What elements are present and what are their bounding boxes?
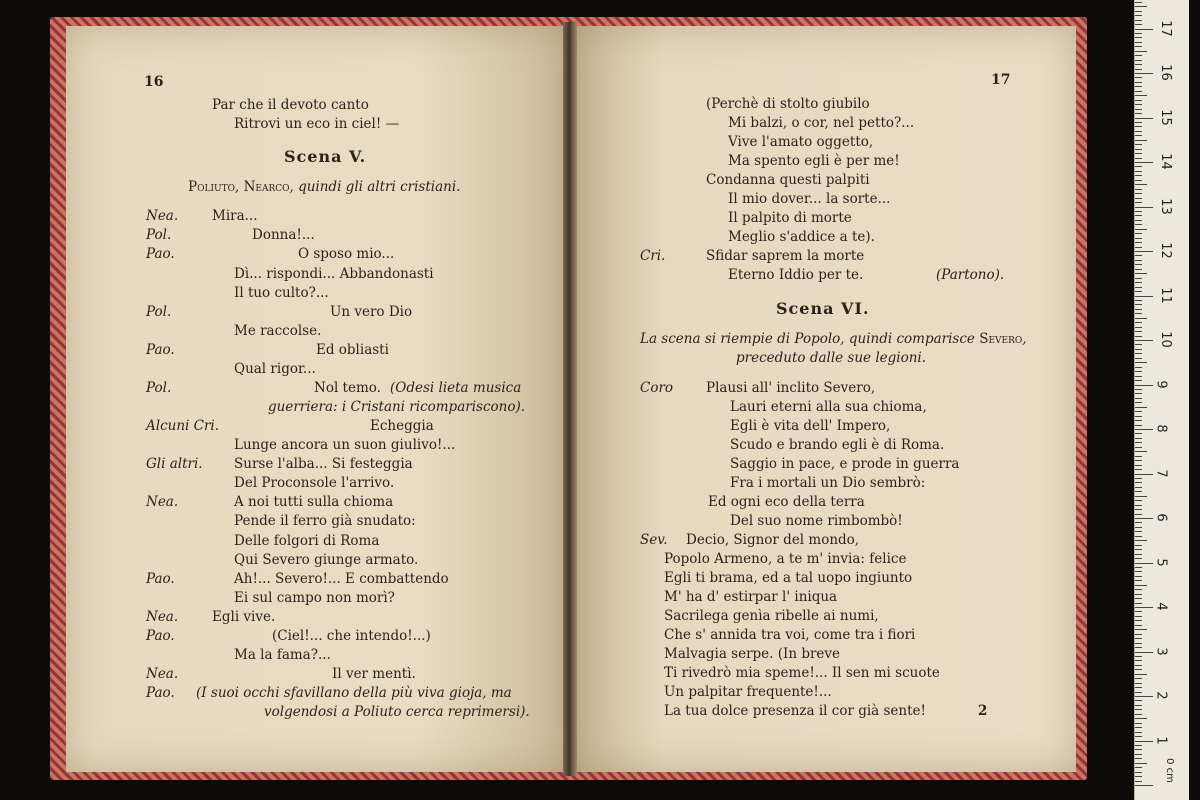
ruler-tick — [1135, 144, 1142, 145]
measuring-ruler — [1134, 0, 1189, 800]
ruler-tick — [1135, 224, 1142, 225]
ruler-tick — [1135, 287, 1142, 288]
ruler-tick — [1135, 616, 1142, 617]
ruler-tick — [1135, 149, 1142, 150]
ruler-tick — [1135, 238, 1142, 239]
desc-severo: Severo — [979, 331, 1023, 347]
ruler-tick — [1135, 118, 1153, 119]
ruler-tick — [1135, 700, 1142, 701]
ruler-tick — [1135, 549, 1142, 550]
ruler-tick — [1135, 269, 1142, 270]
ruler-number: 13 — [1157, 197, 1173, 215]
ruler-tick — [1135, 527, 1142, 528]
ruler-tick — [1135, 202, 1142, 203]
ruler-tick — [1135, 536, 1142, 537]
ruler-tick — [1135, 723, 1142, 724]
verse-line: A noi tutti sulla chioma — [234, 494, 394, 510]
ruler-tick — [1135, 318, 1147, 319]
ruler-tick — [1135, 109, 1142, 110]
ruler-tick — [1135, 336, 1142, 337]
ruler-tick — [1135, 736, 1142, 737]
verse-line: Donna!... — [252, 227, 315, 243]
ruler-tick — [1135, 478, 1142, 479]
ruler-tick — [1135, 491, 1142, 492]
opening-line-1: Par che il devoto canto — [212, 97, 369, 113]
ruler-tick — [1135, 393, 1142, 394]
verse-line: Il palpito di morte — [728, 210, 852, 226]
ruler-number: 2 — [1153, 691, 1169, 700]
verse-line: Il mio dover... la sorte... — [728, 191, 891, 207]
verse-line: Che s' annida tra voi, come tra i fiori — [664, 627, 916, 643]
verse-line: Dì... rispondi... Abbandonasti — [234, 266, 434, 282]
ruler-number: 9 — [1153, 379, 1169, 389]
ruler-unit: 0 cm — [1163, 758, 1175, 783]
speaker: Nea. — [146, 494, 179, 510]
scene-vi-description-2: preceduto dalle sue legioni. — [736, 350, 927, 366]
ruler-tick — [1135, 567, 1142, 568]
ruler-tick — [1135, 411, 1142, 412]
verse-line: Mi balzi, o cor, nel petto?... — [728, 115, 915, 131]
ruler-tick — [1135, 785, 1153, 786]
ruler-number: 3 — [1153, 646, 1169, 656]
ruler-tick — [1135, 353, 1142, 354]
ruler-tick — [1135, 487, 1142, 488]
ruler-tick — [1135, 180, 1142, 181]
ruler-tick — [1135, 505, 1142, 506]
ruler-tick — [1135, 678, 1142, 679]
ruler-tick — [1135, 425, 1142, 426]
ruler-tick — [1135, 660, 1142, 661]
ruler-number: 15 — [1157, 108, 1173, 126]
verse-line: Ed obliasti — [316, 342, 389, 358]
ruler-tick — [1135, 683, 1142, 684]
speaker: Pol. — [146, 380, 172, 396]
verse-line: Il tuo culto?... — [234, 285, 329, 301]
ruler-tick — [1135, 451, 1147, 452]
ruler-tick — [1135, 278, 1142, 279]
verse-line: Plausi all' inclito Severo, — [706, 380, 876, 396]
ruler-tick — [1135, 260, 1142, 261]
verse-line: Lauri eterni alla sua chioma, — [730, 399, 927, 415]
ruler-tick — [1135, 469, 1142, 470]
verse-line: Egli è vita dell' Impero, — [730, 418, 891, 434]
verse-line: Fra i mortali un Dio sembrò: — [730, 475, 926, 491]
speaker: Nea. — [146, 609, 179, 625]
ruler-tick — [1135, 776, 1142, 777]
ruler-tick — [1135, 100, 1142, 101]
ruler-tick — [1135, 37, 1142, 38]
ruler-tick — [1135, 264, 1142, 265]
ruler-tick — [1135, 620, 1142, 621]
ruler-number: 14 — [1157, 153, 1173, 170]
scene-vi-description — [640, 331, 1027, 347]
verse-line: Echeggia — [370, 418, 434, 434]
ruler-tick — [1135, 741, 1153, 742]
ruler-tick — [1135, 416, 1142, 417]
ruler-tick — [1135, 349, 1142, 350]
verse-line: (Perchè di stolto giubilo — [706, 96, 870, 112]
ruler-tick — [1135, 113, 1142, 114]
ruler-tick — [1135, 291, 1142, 292]
ruler-tick — [1135, 327, 1142, 328]
ruler-tick — [1135, 162, 1153, 163]
ruler-tick — [1135, 233, 1142, 234]
ruler-tick — [1135, 656, 1142, 657]
ruler-tick — [1135, 407, 1147, 408]
ruler-tick — [1135, 171, 1142, 172]
verse-line: Nol temo. — [314, 380, 381, 396]
ruler-tick — [1135, 652, 1153, 653]
ruler-tick — [1135, 545, 1142, 546]
cast-others: , quindi gli altri cristiani. — [289, 179, 461, 195]
verse-line: Popolo Armeno, a te m' invia: felice — [664, 551, 907, 567]
ruler-tick — [1135, 175, 1142, 176]
signature-mark: 2 — [978, 703, 988, 719]
ruler-number: 4 — [1153, 602, 1169, 611]
scene-vi-title: Scena VI. — [776, 299, 870, 318]
ruler-tick — [1135, 482, 1142, 483]
ruler-tick — [1135, 371, 1142, 372]
scene-v-title: Scena V. — [284, 147, 367, 166]
ruler-number: 1 — [1153, 735, 1169, 745]
verse-line: Sacrilega genìa ribelle ai numi, — [664, 608, 879, 624]
ruler-tick — [1135, 385, 1153, 386]
ruler-number: 5 — [1153, 557, 1169, 567]
ruler-tick — [1135, 51, 1147, 52]
ruler-tick — [1135, 402, 1142, 403]
ruler-tick — [1135, 69, 1142, 70]
ruler-tick — [1135, 60, 1142, 61]
ruler-number: 16 — [1157, 64, 1173, 81]
ruler-tick — [1135, 300, 1142, 301]
ruler-tick — [1135, 309, 1142, 310]
ruler-tick — [1135, 571, 1142, 572]
ruler-tick — [1135, 611, 1142, 612]
speaker: Pol. — [146, 227, 172, 243]
ruler-tick — [1135, 282, 1142, 283]
left-page-number: 16 — [144, 74, 164, 90]
ruler-tick — [1135, 500, 1142, 501]
verse-line: Pende il ferro già snudato: — [234, 513, 416, 529]
ruler-tick — [1135, 767, 1142, 768]
ruler-tick — [1135, 429, 1153, 430]
ruler-tick — [1135, 647, 1142, 648]
ruler-tick — [1135, 576, 1142, 577]
verse-line: Ah!... Severo!... E combattendo — [234, 571, 449, 587]
verse-line: Il ver mentì. — [332, 666, 416, 682]
ruler-tick — [1135, 380, 1142, 381]
ruler-tick — [1135, 11, 1142, 12]
verse-line: Surse l'alba... Si festeggia — [234, 456, 413, 472]
verse-line: Meglio s'addice a te). — [728, 229, 875, 245]
ruler-tick — [1135, 554, 1142, 555]
ruler-tick — [1135, 73, 1153, 74]
ruler-tick — [1135, 772, 1142, 773]
verse-line: Ei sul campo non morì? — [234, 590, 395, 606]
ruler-number: 11 — [1157, 286, 1173, 304]
speaker: Nea. — [146, 666, 179, 682]
verse-line: Sfidar saprem la morte — [706, 248, 865, 264]
ruler-tick — [1135, 82, 1142, 83]
ruler-tick — [1135, 589, 1142, 590]
ruler-tick — [1135, 603, 1142, 604]
speaker: Cri. — [640, 248, 666, 264]
ruler-tick — [1135, 376, 1142, 377]
ruler-tick — [1135, 91, 1142, 92]
ruler-tick — [1135, 158, 1142, 159]
ruler-tick — [1135, 64, 1142, 65]
ruler-tick — [1135, 514, 1142, 515]
ruler-number: 8 — [1153, 424, 1169, 433]
ruler-tick — [1135, 251, 1153, 252]
ruler-tick — [1135, 638, 1142, 639]
ruler-tick — [1135, 705, 1142, 706]
verse-line: Del Proconsole l'arrivo. — [234, 475, 395, 491]
ruler-tick — [1135, 643, 1142, 644]
ruler-tick — [1135, 732, 1142, 733]
ruler-tick — [1135, 313, 1142, 314]
ruler-tick — [1135, 674, 1147, 675]
verse-line: Saggio in pace, e prode in guerra — [730, 456, 960, 472]
verse-line: M' ha d' estirpar l' iniqua — [664, 589, 838, 605]
book-gutter — [563, 22, 577, 776]
ruler-tick — [1135, 358, 1142, 359]
verse-line: Qui Severo giunge armato. — [234, 552, 419, 568]
ruler-tick — [1135, 42, 1142, 43]
verse-line: (Ciel!... che intendo!...) — [272, 628, 431, 644]
ruler-tick — [1135, 296, 1153, 297]
speaker: Pao. — [146, 342, 175, 358]
ruler-tick — [1135, 692, 1142, 693]
ruler-tick — [1135, 438, 1142, 439]
cast-poliuto: Poliuto — [188, 179, 235, 195]
verse-line: Eterno Iddio per te. — [728, 267, 864, 283]
desc-part: La scena si riempie di Popolo, quindi comparisce — [640, 331, 975, 347]
ruler-tick — [1135, 420, 1142, 421]
speaker: Alcuni Cri. — [146, 418, 220, 434]
speaker: Pao. — [146, 628, 175, 644]
speaker: Coro — [640, 380, 674, 396]
ruler-tick — [1135, 46, 1142, 47]
scene-v-cast — [188, 179, 460, 195]
ruler-tick — [1135, 456, 1142, 457]
ruler-tick — [1135, 687, 1142, 688]
verse-line: Ma spento egli è per me! — [728, 153, 900, 169]
speaker: Sev. — [640, 532, 668, 548]
ruler-number: 10 — [1157, 331, 1173, 348]
ruler-tick — [1135, 758, 1142, 759]
ruler-number: 17 — [1157, 19, 1173, 37]
speaker: Pao. — [146, 685, 175, 701]
right-page-number: 17 — [991, 72, 1011, 88]
ruler-tick — [1135, 398, 1142, 399]
ruler-tick — [1135, 55, 1142, 56]
ruler-tick — [1135, 460, 1142, 461]
verse-line: Decio, Signor del mondo, — [686, 532, 860, 548]
ruler-tick — [1135, 153, 1142, 154]
ruler-tick — [1135, 540, 1147, 541]
ruler-tick — [1135, 598, 1142, 599]
verse-line: Ti rivedrò mia speme!... Il sen mi scuote — [664, 665, 940, 681]
ruler-tick — [1135, 465, 1142, 466]
verse-line: Condanna questi palpiti — [706, 172, 870, 188]
ruler-tick — [1135, 184, 1147, 185]
verse-line: Mira... — [212, 208, 258, 224]
ruler-tick — [1135, 166, 1142, 167]
ruler-tick — [1135, 714, 1142, 715]
ruler-tick — [1135, 126, 1142, 127]
ruler-number: 6 — [1153, 513, 1169, 522]
verse-line: Un vero Dio — [330, 304, 413, 320]
ruler-tick — [1135, 522, 1142, 523]
ruler-tick — [1135, 362, 1147, 363]
ruler-tick — [1135, 665, 1142, 666]
ruler-tick — [1135, 754, 1142, 755]
ruler-tick — [1135, 629, 1147, 630]
verse-line: Del suo nome rimbombò! — [730, 513, 903, 529]
verse-line: Me raccolse. — [234, 323, 322, 339]
ruler-tick — [1135, 304, 1142, 305]
verse-line: Lunge ancora un suon giulivo!... — [234, 437, 456, 453]
ruler-tick — [1135, 15, 1142, 16]
ruler-tick — [1135, 447, 1142, 448]
speaker: Pao. — [146, 571, 175, 587]
verse-line: Malvagia serpe. (In breve — [664, 646, 841, 662]
verse-line: Vive l'amato oggetto, — [728, 134, 874, 150]
ruler-tick — [1135, 433, 1142, 434]
ruler-tick — [1135, 77, 1142, 78]
verse-line: Un palpitar frequente!... — [664, 684, 832, 700]
cast-nearco: Nearco — [243, 179, 290, 195]
ruler-tick — [1135, 255, 1142, 256]
ruler-tick — [1135, 33, 1142, 34]
verse-line: Ed ogni eco della terra — [708, 494, 865, 510]
ruler-tick — [1135, 215, 1142, 216]
ruler-tick — [1135, 189, 1142, 190]
verse-line: La tua dolce presenza il cor già sente! — [664, 703, 926, 719]
ruler-tick — [1135, 669, 1142, 670]
ruler-tick — [1135, 709, 1142, 710]
ruler-tick — [1135, 509, 1142, 510]
stage-direction: guerriera: i Cristani ricompariscono). — [268, 399, 526, 415]
ruler-tick — [1135, 104, 1142, 105]
speaker: Pol. — [146, 304, 172, 320]
opening-line-2: Ritrovi un eco in ciel! — — [234, 116, 400, 132]
ruler-tick — [1135, 585, 1147, 586]
ruler-tick — [1135, 242, 1142, 243]
ruler-tick — [1135, 749, 1142, 750]
ruler-tick — [1135, 727, 1142, 728]
speaker: Nea. — [146, 208, 179, 224]
ruler-tick — [1135, 634, 1142, 635]
ruler-tick — [1135, 696, 1153, 697]
ruler-tick — [1135, 207, 1153, 208]
ruler-tick — [1135, 198, 1142, 199]
ruler-tick — [1135, 340, 1153, 341]
ruler-tick — [1135, 442, 1142, 443]
desc-comma: , — [1022, 331, 1027, 347]
ruler-tick — [1135, 607, 1153, 608]
ruler-tick — [1135, 122, 1142, 123]
ruler-tick — [1135, 229, 1147, 230]
ruler-tick — [1135, 20, 1142, 21]
verse-line: O sposo mio... — [298, 246, 395, 262]
ruler-number: 12 — [1157, 242, 1173, 259]
ruler-tick — [1135, 193, 1142, 194]
ruler-tick — [1135, 496, 1147, 497]
verse-line: Qual rigor... — [234, 361, 316, 377]
speaker: Pao. — [146, 246, 175, 262]
ruler-tick — [1135, 594, 1142, 595]
verse-line: Ma la fama?... — [234, 647, 331, 663]
ruler-tick — [1135, 2, 1142, 3]
stage-direction: (I suoi occhi sfavillano della più viva gioja, ma — [196, 685, 512, 701]
ruler-tick — [1135, 389, 1142, 390]
stage-direction: volgendosi a Poliuto cerca reprimersi). — [264, 704, 530, 720]
cast-sep: , — [234, 179, 244, 195]
ruler-tick — [1135, 367, 1142, 368]
ruler-tick — [1135, 29, 1153, 30]
ruler-tick — [1135, 580, 1142, 581]
ruler-tick — [1135, 24, 1142, 25]
verse-line: Egli ti brama, ed a tal uopo ingiunto — [664, 570, 913, 586]
ruler-tick — [1135, 474, 1153, 475]
ruler-tick — [1135, 220, 1142, 221]
ruler-tick — [1135, 211, 1142, 212]
ruler-tick — [1135, 745, 1142, 746]
verse-line: Scudo e brando egli è di Roma. — [730, 437, 945, 453]
speaker: Gli altri. — [146, 456, 203, 472]
ruler-tick — [1135, 95, 1147, 96]
ruler-tick — [1135, 247, 1142, 248]
ruler-tick — [1135, 322, 1142, 323]
ruler-tick — [1135, 531, 1142, 532]
ruler-number: 7 — [1153, 468, 1169, 478]
ruler-tick — [1135, 131, 1142, 132]
ruler-tick — [1135, 86, 1142, 87]
ruler-tick — [1135, 781, 1142, 782]
stage-direction: (Partono). — [936, 267, 1005, 283]
verse-line: Egli vive. — [212, 609, 276, 625]
ruler-tick — [1135, 563, 1153, 564]
ruler-tick — [1135, 718, 1147, 719]
ruler-tick — [1135, 625, 1142, 626]
ruler-tick — [1135, 558, 1142, 559]
ruler-tick — [1135, 331, 1142, 332]
ruler-tick — [1135, 763, 1147, 764]
ruler-tick — [1135, 518, 1153, 519]
ruler-tick — [1135, 140, 1147, 141]
ruler-tick — [1135, 6, 1147, 7]
ruler-tick — [1135, 344, 1142, 345]
ruler-tick — [1135, 273, 1147, 274]
stage-direction: (Odesi lieta musica — [390, 380, 522, 396]
ruler-tick — [1135, 135, 1142, 136]
verse-line: Delle folgori di Roma — [234, 533, 380, 549]
